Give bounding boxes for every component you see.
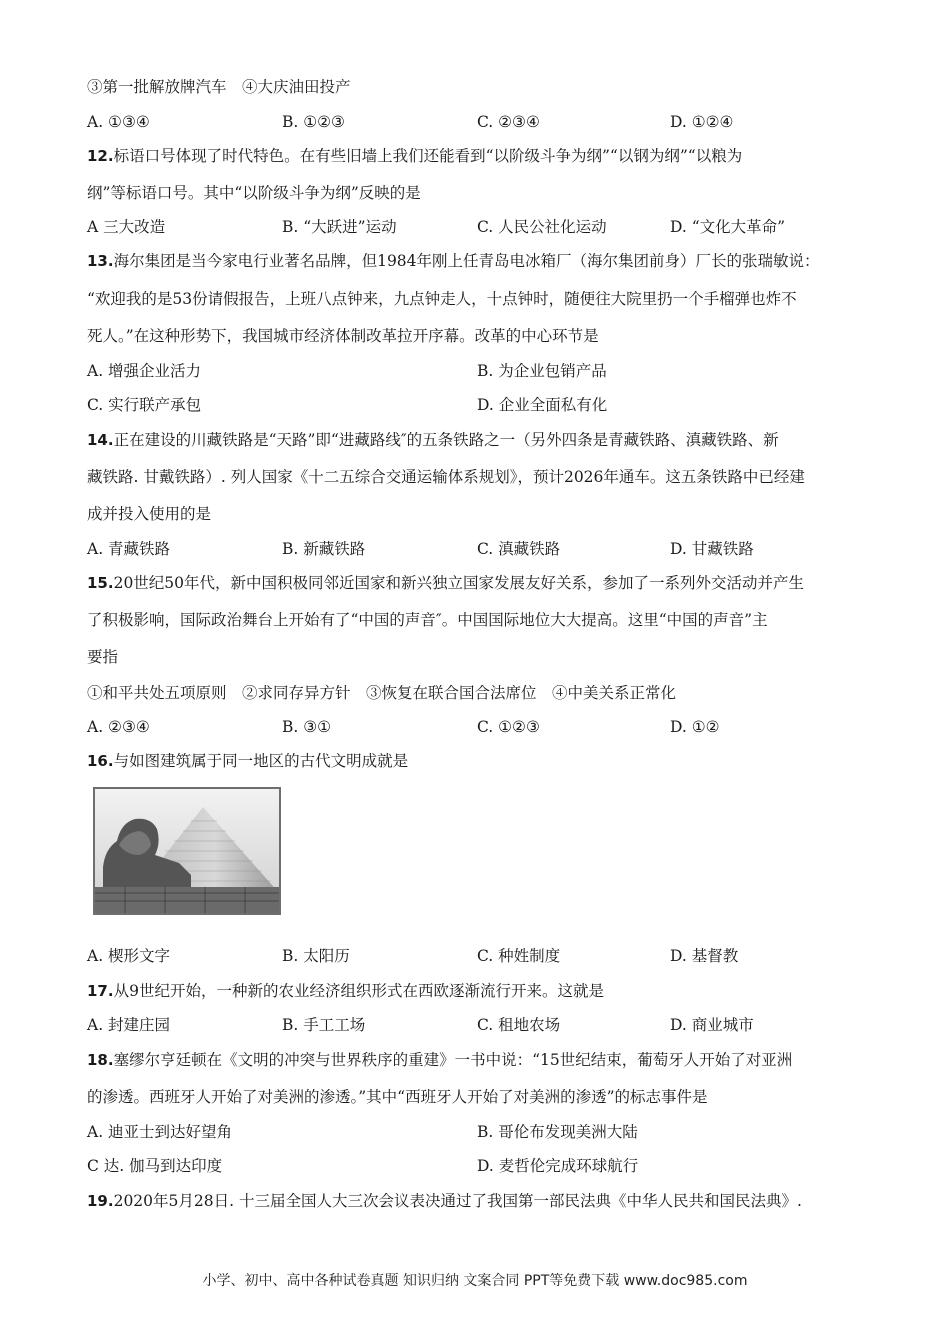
q14-option-b: B. 新藏铁路: [282, 540, 366, 558]
q11-option-b: B. ①②③: [282, 113, 345, 131]
q13-option-b: B. 为企业包销产品: [477, 362, 607, 380]
q13-option-a: A. 增强企业活力: [87, 362, 202, 380]
q18-options-row2: [87, 1156, 867, 1176]
q16-number: 16.: [87, 752, 114, 770]
q18-line-2: 的渗透。西班牙人开始了对美洲的渗透。”其中“西班牙人开始了对美洲的渗透”的标志事件是: [87, 1088, 708, 1106]
q14-option-a: A. 青藏铁路: [87, 540, 171, 558]
q16-option-c: C. 种姓制度: [477, 947, 561, 965]
q15-options: [87, 717, 867, 737]
q12-option-d: D. “文化大革命”: [670, 218, 786, 236]
q11-option-c: C. ②③④: [477, 113, 540, 131]
q17-number: 17.: [87, 982, 114, 1000]
q18-options-row1: [87, 1122, 867, 1142]
q17-options: [87, 1015, 867, 1035]
q18-option-d: D. 麦哲伦完成环球航行: [477, 1157, 639, 1175]
q16-option-a: A. 楔形文字: [87, 947, 171, 965]
q14-options: [87, 539, 867, 559]
q18-line-1: 18.塞缪尔亨廷顿在《文明的冲突与世界秩序的重建》一书中说：“15世纪结束，葡萄牙人开始了对亚洲: [87, 1051, 793, 1069]
q16-options: [87, 946, 867, 966]
q17-option-c: C. 租地农场: [477, 1016, 561, 1034]
q15-number: 15.: [87, 574, 114, 592]
q15-option-c: C. ①②③: [477, 718, 540, 736]
q13-line-1: 13.海尔集团是当今家电行业著名品牌，但1984年刚上任青岛电冰箱厂（海尔集团前身）厂长的张瑞敏说：: [87, 252, 820, 270]
q17-option-b: B. 手工工场: [282, 1016, 366, 1034]
q12-line-1: 12.标语口号体现了时代特色。在有些旧墙上我们还能看到“以阶级斗争为纲”“以钢为纲”“以粮为: [87, 147, 743, 165]
q14-line-2: 藏铁路. 甘戴铁路）. 列人国家《十二五综合交通运输体系规划》，预计2026年通车。这五条铁路中已经建: [87, 468, 805, 486]
q12-number: 12.: [87, 147, 114, 165]
q13-line-3: 死人。”在这种形势下，我国城市经济体制改革拉开序幕。改革的中心环节是: [87, 327, 599, 345]
q17-line-1: 17.从9世纪开始，一种新的农业经济组织形式在西欧逐渐流行开来。这就是: [87, 982, 604, 1000]
q14-option-d: D. 甘藏铁路: [670, 540, 754, 558]
q13-option-c: C. 实行联产承包: [87, 396, 202, 414]
q18-option-c: C 达. 伽马到达印度: [87, 1157, 223, 1175]
q15-line-2: 了积极影响，国际政治舞台上开始有了“中国的声音″。中国国际地位大大提高。这里“中国的声音”主: [87, 611, 768, 629]
sphinx-pyramid-image: [93, 787, 281, 915]
q19-number: 19.: [87, 1192, 114, 1210]
page-footer: 小学、初中、高中各种试卷真题 知识归纳 文案合同 PPT等免费下载 www.doc985.com: [202, 1273, 748, 1289]
q12-option-c: C. 人民公社化运动: [477, 218, 607, 236]
q14-line-3: 成并投入使用的是: [87, 505, 212, 523]
q12-line-2: 纲”等标语口号。其中“以阶级斗争为纲”反映的是: [87, 184, 421, 202]
q17-option-a: A. 封建庄园: [87, 1016, 171, 1034]
q14-number: 14.: [87, 431, 114, 449]
q18-option-a: A. 迪亚士到达好望角: [87, 1123, 233, 1141]
sphinx-pyramid-illustration: [95, 789, 279, 913]
q15-line-1: 15.20世纪50年代，新中国积极同邻近国家和新兴独立国家发展友好关系，参加了一系列外交活动并产生: [87, 574, 805, 592]
q14-option-c: C. 滇藏铁路: [477, 540, 561, 558]
q19-line-1: 19.2020年5月28日. 十三届全国人大三次会议表决通过了我国第一部民法典《中华人民共和国民法典》.: [87, 1192, 802, 1210]
q13-number: 13.: [87, 252, 114, 270]
q11-options: [87, 112, 867, 132]
q15-items: ①和平共处五项原则 ②求同存异方针 ③恢复在联合国合法席位 ④中美关系正常化: [87, 684, 677, 702]
q13-options-row2: [87, 395, 867, 415]
q14-line-1: 14.正在建设的川藏铁路是“天路”即“进藏路线″的五条铁路之一（另外四条是青藏铁路、滇藏铁路、新: [87, 431, 779, 449]
q15-option-a: A. ②③④: [87, 718, 150, 736]
q15-option-b: B. ③①: [282, 718, 332, 736]
q13-line-2: “欢迎我的是53份请假报告，上班八点钟来，九点钟走人，十点钟时，随便往大院里扔一个手榴弹也炸不: [87, 290, 797, 308]
q17-option-d: D. 商业城市: [670, 1016, 754, 1034]
q12-option-b: B. “大跃进”运动: [282, 218, 397, 236]
q18-option-b: B. 哥伦布发现美洲大陆: [477, 1123, 638, 1141]
q18-number: 18.: [87, 1051, 114, 1069]
q12-option-a: A 三大改造: [87, 218, 166, 236]
q11-option-d: D. ①②④: [670, 113, 734, 131]
q12-options: [87, 217, 867, 237]
q16-option-b: B. 太阳历: [282, 947, 350, 965]
q15-line-3: 要指: [87, 648, 119, 666]
q11-option-a: A. ①③④: [87, 113, 150, 131]
q15-option-d: D. ①②: [670, 718, 720, 736]
q16-line-1: 16.与如图建筑属于同一地区的古代文明成就是: [87, 752, 409, 770]
q13-options-row1: [87, 361, 867, 381]
q16-option-d: D. 基督教: [670, 947, 739, 965]
q13-option-d: D. 企业全面私有化: [477, 396, 608, 414]
q11-items: ③第一批解放牌汽车 ④大庆油田投产: [87, 78, 351, 96]
